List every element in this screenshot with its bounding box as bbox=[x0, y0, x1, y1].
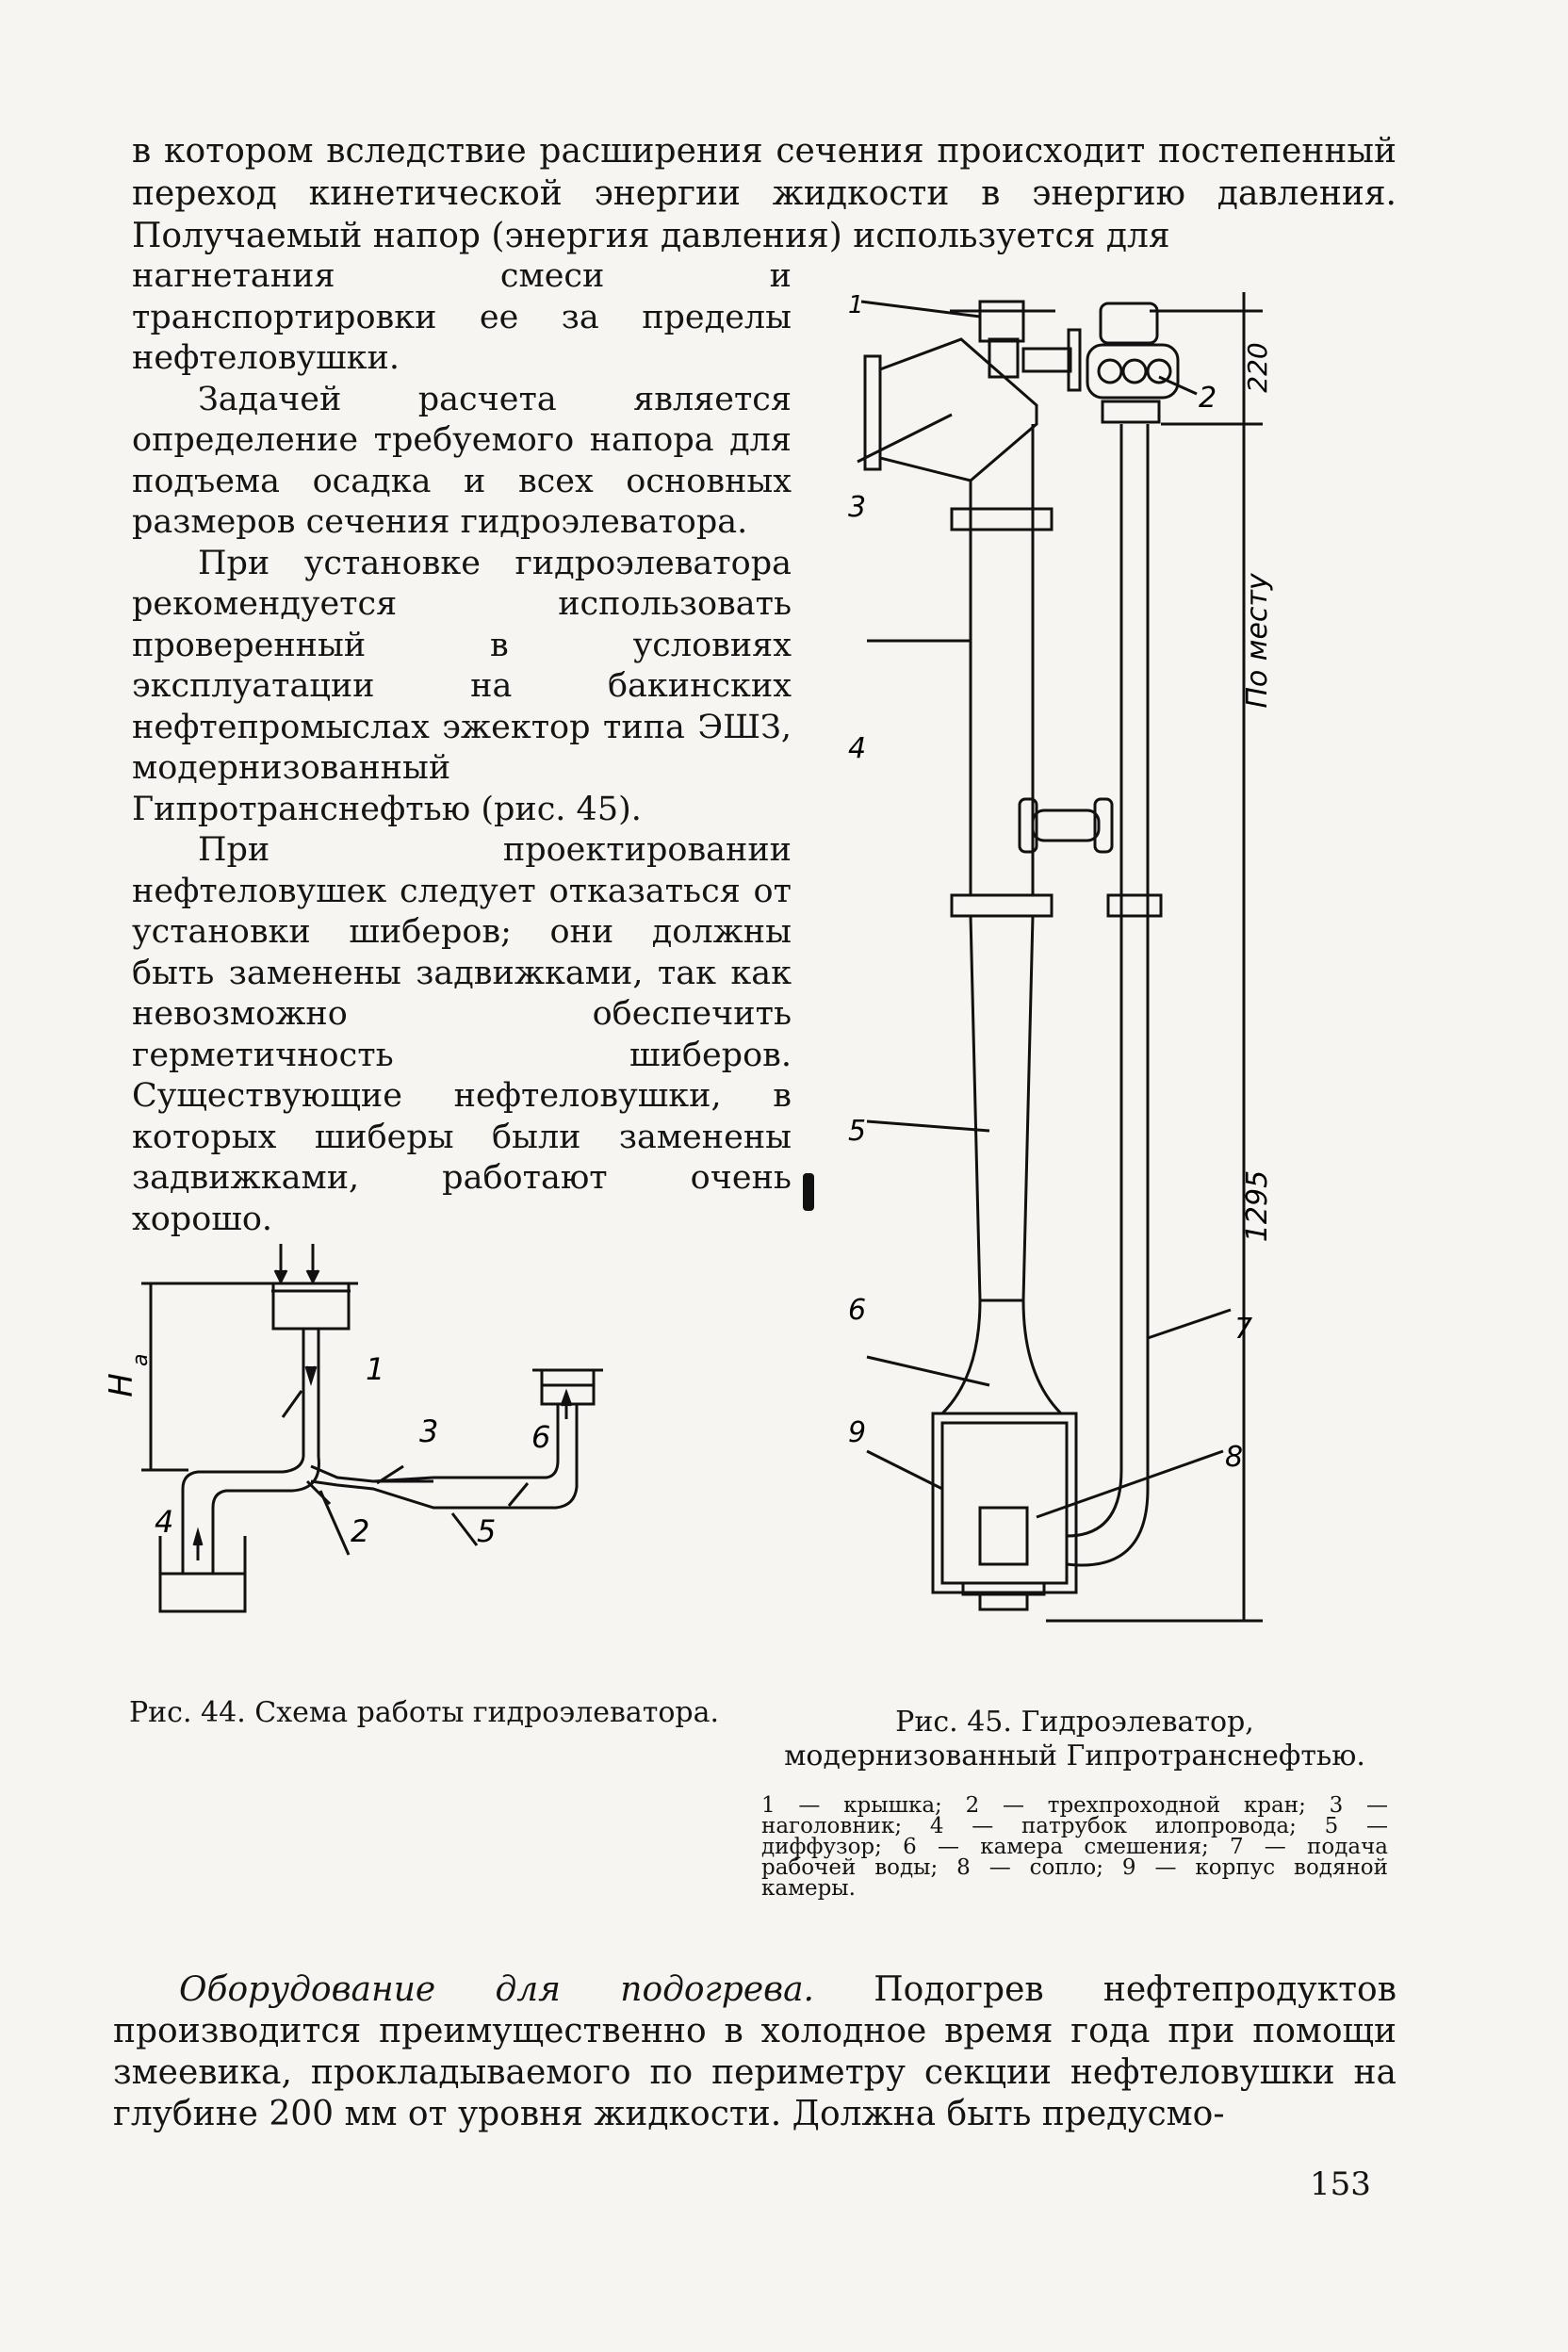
fig44-label-6: 6 bbox=[531, 1419, 551, 1455]
fig45-dim-220: 220 bbox=[1242, 342, 1273, 393]
fig44-label-3: 3 bbox=[419, 1413, 439, 1449]
figure-45-drawing bbox=[848, 283, 1338, 1677]
fig45-dim-1295: 1295 bbox=[1241, 1169, 1274, 1243]
bottom-paragraph bbox=[113, 1969, 1396, 2135]
fig44-label-1: 1 bbox=[366, 1351, 385, 1387]
fig45-label-7: 7 bbox=[1234, 1313, 1253, 1346]
fig45-label-9: 9 bbox=[848, 1416, 867, 1449]
paragraph-design: При проектировании нефтеловушек следует отказаться от установки шиберов; они должны быть заменены задвижками, так как невозможно обеспечить герметичность шиберов. Существующие нефтеловушки, в которых шиберы были заменены задвижками, работают очень хорошо. bbox=[132, 831, 792, 1238]
fig45-dim-po-mestu: По месту bbox=[1241, 573, 1274, 709]
fig45-label-4: 4 bbox=[848, 732, 867, 765]
left-col-continuation: нагнетания смеси и транспортировки ее за пределы нефтеловушки. bbox=[132, 257, 792, 377]
fig45-label-2: 2 bbox=[1199, 382, 1217, 415]
fig44-label-h: H bbox=[103, 1373, 140, 1397]
figure-45-legend: 1 — крышка; 2 — трехпроходной кран; 3 — наголовник; 4 — патрубок илопровода; 5 — диффузор; 6 — камера смешения; 7 — подача рабочей воды; 8 — сопло; 9 — корпус водяной камеры. bbox=[761, 1793, 1388, 1901]
fig44-label-4: 4 bbox=[155, 1504, 174, 1540]
paragraph-installation: При установке гидроэлеватора рекомендуется использовать проверенный в условиях эксплуатации на бакинских нефтепромыслах эжектор типа ЭШЗ, модернизованный Гипротранснефтью (рис. 45). bbox=[132, 544, 792, 828]
paragraph-task: Задачей расчета является определение требуемого напора для подъема осадка и всех основных размеров сечения гидроэлеватора. bbox=[132, 380, 792, 541]
print-smudge bbox=[803, 1173, 814, 1211]
figure-44-caption: Рис. 44. Схема работы гидроэлеватора. bbox=[128, 1696, 720, 1729]
fig45-label-3: 3 bbox=[848, 491, 867, 524]
fig45-label-5: 5 bbox=[848, 1115, 867, 1148]
page-number: 153 bbox=[1310, 2165, 1371, 2203]
fig44-label-5: 5 bbox=[477, 1513, 497, 1549]
fig45-label-1: 1 bbox=[848, 291, 864, 319]
fig44-label-h-sub: a bbox=[129, 1353, 153, 1366]
figure-44-schematic bbox=[103, 1234, 697, 1649]
fig44-label-2: 2 bbox=[351, 1513, 370, 1549]
left-column bbox=[132, 256, 792, 1240]
section-text: Подогрев нефтепродуктов производится преимущественно в холодное время года при помощи змеевика, прокладываемого по периметру секции нефтеловушки на глубине 200 мм от уровня жидкости. Должна быть предусмо- bbox=[113, 1970, 1396, 2133]
figure-45-caption: Рис. 45. Гидроэлеватор, модернизованный Гипротранснефтью. bbox=[784, 1706, 1365, 1772]
fig45-label-6: 6 bbox=[848, 1294, 867, 1327]
top-paragraph: в котором вследствие расширения сечения происходит постепенный переход кинетической энергии жидкости в энергию давления. Получаемый напор (энергия давления) используется для bbox=[132, 132, 1396, 255]
fig45-label-8: 8 bbox=[1225, 1441, 1244, 1474]
section-lead: Оборудование для подогрева. bbox=[179, 1970, 815, 2009]
